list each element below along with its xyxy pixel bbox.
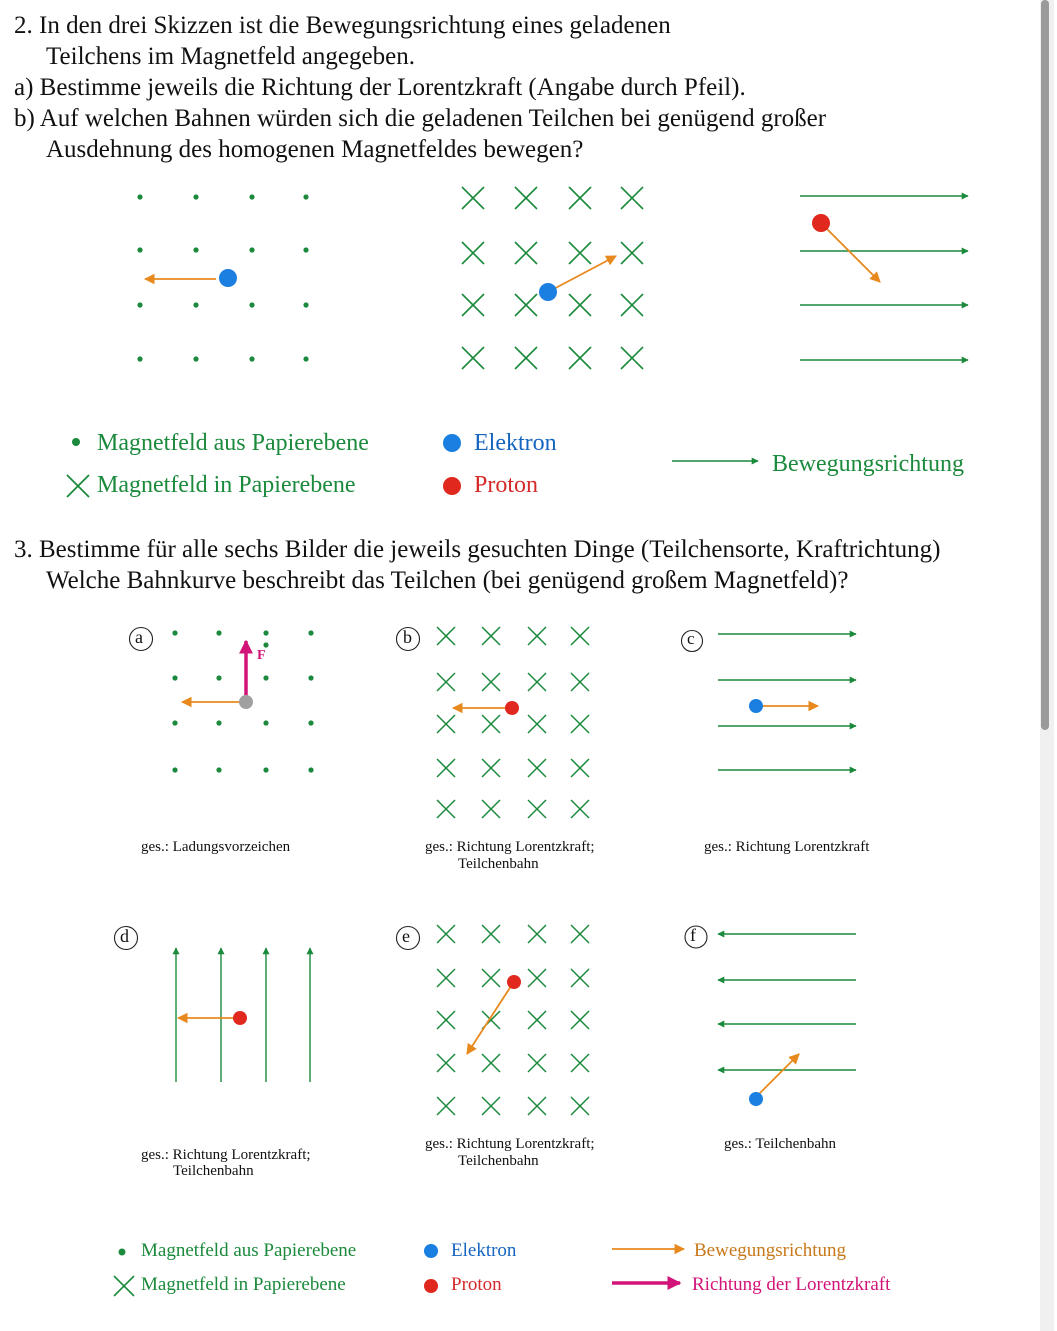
field-cross <box>437 925 455 943</box>
panel-label-b: b <box>403 627 412 647</box>
field-dot <box>193 247 198 252</box>
legend2-proton: Proton <box>451 1274 502 1295</box>
field-out-dots <box>72 194 314 1255</box>
ges-b-2: Teilchenbahn <box>458 856 539 872</box>
field-cross <box>528 800 546 818</box>
legend1-electron: Elektron <box>474 430 557 456</box>
field-cross <box>571 673 589 691</box>
field-dot <box>308 720 313 725</box>
panel-label-f: f <box>690 925 696 945</box>
field-cross <box>515 242 537 264</box>
field-dot <box>216 720 221 725</box>
scrollbar-thumb[interactable] <box>1041 0 1049 730</box>
task2-line-3: a) Bestimme jeweils die Richtung der Lorentzkraft (Angabe durch Pfeil). <box>14 74 746 101</box>
legend-electron <box>424 1244 438 1258</box>
field-cross <box>571 969 589 987</box>
proton <box>505 701 519 715</box>
motion-arrow <box>756 1054 799 1097</box>
ges-e-2: Teilchenbahn <box>458 1153 539 1169</box>
field-cross <box>528 627 546 645</box>
ges-e-1: ges.: Richtung Lorentzkraft; <box>425 1136 595 1152</box>
field-dot <box>137 194 142 199</box>
legend2-field-out: Magnetfeld aus Papierebene <box>141 1240 357 1261</box>
field-cross <box>528 1011 546 1029</box>
field-dot <box>172 675 177 680</box>
field-cross <box>621 347 643 369</box>
electron <box>539 283 557 301</box>
field-dot <box>216 767 221 772</box>
panel-label-c: c <box>687 629 695 648</box>
legend-dot <box>119 1249 126 1256</box>
field-dot <box>303 247 308 252</box>
field-cross <box>621 294 643 316</box>
field-cross <box>571 759 589 777</box>
ges-a: ges.: Ladungsvorzeichen <box>141 839 291 855</box>
field-dot <box>249 356 254 361</box>
field-cross <box>437 627 455 645</box>
panel-label-a: a <box>135 627 143 647</box>
legend2-electron: Elektron <box>451 1240 517 1261</box>
legend1-field-in: Magnetfeld in Papierebene <box>97 472 356 498</box>
field-cross <box>571 925 589 943</box>
legend2-motion: Bewegungsrichtung <box>694 1240 846 1261</box>
field-dot <box>308 767 313 772</box>
field-cross <box>482 673 500 691</box>
field-dot <box>249 194 254 199</box>
proton <box>812 214 830 232</box>
field-cross <box>437 1011 455 1029</box>
field-dot <box>193 194 198 199</box>
field-cross <box>528 1054 546 1072</box>
ges-c: ges.: Richtung Lorentzkraft <box>704 839 870 855</box>
field-dot <box>263 767 268 772</box>
legend-proton <box>424 1279 438 1293</box>
field-cross <box>621 242 643 264</box>
motion-arrow <box>467 983 513 1054</box>
force-label-F: F <box>257 648 266 663</box>
field-cross <box>437 673 455 691</box>
field-dot <box>137 356 142 361</box>
field-dot <box>172 720 177 725</box>
ges-b-1: ges.: Richtung Lorentzkraft; <box>425 839 595 855</box>
panel-label-e: e <box>402 926 410 946</box>
field-cross <box>571 715 589 733</box>
field-cross <box>462 347 484 369</box>
field-cross <box>571 1097 589 1115</box>
field-cross <box>462 187 484 209</box>
field-dot <box>308 630 313 635</box>
ges-d-2: Teilchenbahn <box>173 1163 254 1179</box>
panel-label-circles <box>115 628 708 950</box>
field-cross <box>528 715 546 733</box>
particles <box>219 214 830 1293</box>
field-cross <box>571 1054 589 1072</box>
field-dot <box>172 767 177 772</box>
field-dot <box>193 302 198 307</box>
field-dot <box>263 642 268 647</box>
field-cross <box>482 627 500 645</box>
proton <box>507 975 521 989</box>
field-cross <box>462 242 484 264</box>
field-lines <box>176 196 968 1082</box>
field-cross <box>515 347 537 369</box>
electron <box>219 269 237 287</box>
legend1-field-out: Magnetfeld aus Papierebene <box>97 430 369 456</box>
task2-line-1: 2. In den drei Skizzen ist die Bewegungsrichtung eines geladenen <box>14 12 671 39</box>
field-cross <box>437 800 455 818</box>
legend2-field-in: Magnetfeld in Papierebene <box>141 1274 346 1295</box>
field-cross <box>437 969 455 987</box>
field-cross <box>67 475 89 497</box>
electron <box>749 1092 763 1106</box>
field-cross <box>482 925 500 943</box>
field-in-crosses <box>67 187 643 1296</box>
field-cross <box>569 187 591 209</box>
field-dot <box>263 720 268 725</box>
field-dot <box>249 302 254 307</box>
electron <box>749 699 763 713</box>
field-cross <box>437 759 455 777</box>
field-cross <box>437 1097 455 1115</box>
legend-dot <box>72 438 80 446</box>
task3-line-2: Welche Bahnkurve beschreibt das Teilchen (bei genügend großem Magnetfeld)? <box>46 567 849 594</box>
particle-unknown <box>239 695 253 709</box>
field-cross <box>621 187 643 209</box>
motion-arrow <box>548 256 616 292</box>
field-cross <box>571 627 589 645</box>
field-cross <box>528 925 546 943</box>
field-dot <box>172 630 177 635</box>
legend-electron <box>443 434 461 452</box>
field-dot <box>193 356 198 361</box>
field-cross <box>462 294 484 316</box>
field-dot <box>303 356 308 361</box>
field-cross <box>528 673 546 691</box>
legend1-proton: Proton <box>474 472 539 498</box>
proton <box>233 1011 247 1025</box>
field-cross <box>482 1097 500 1115</box>
field-cross <box>528 759 546 777</box>
field-cross <box>569 242 591 264</box>
field-cross <box>482 969 500 987</box>
legend-proton <box>443 477 461 495</box>
field-cross <box>437 715 455 733</box>
field-dot <box>249 247 254 252</box>
field-cross <box>482 800 500 818</box>
field-cross <box>528 969 546 987</box>
task3-line-1: 3. Bestimme für alle sechs Bilder die jeweils gesuchten Dinge (Teilchensorte, Kraftrichtung) <box>14 536 941 563</box>
field-cross <box>569 294 591 316</box>
field-cross <box>569 347 591 369</box>
field-dot <box>137 247 142 252</box>
task2-line-2: Teilchens im Magnetfeld angegeben. <box>46 43 415 70</box>
field-dot <box>216 675 221 680</box>
field-dot <box>303 194 308 199</box>
field-dot <box>303 302 308 307</box>
field-cross <box>528 1097 546 1115</box>
ges-d-1: ges.: Richtung Lorentzkraft; <box>141 1147 311 1163</box>
task2-line-4: b) Auf welchen Bahnen würden sich die geladenen Teilchen bei genügend großer <box>14 105 827 132</box>
field-cross <box>515 187 537 209</box>
field-dot <box>263 630 268 635</box>
legend1-motion: Bewegungsrichtung <box>772 451 964 477</box>
field-cross <box>515 294 537 316</box>
motion-arrow <box>821 223 880 282</box>
field-cross <box>571 1011 589 1029</box>
field-cross <box>114 1276 134 1296</box>
field-cross <box>437 1054 455 1072</box>
task2-line-5: Ausdehnung des homogenen Magnetfeldes bewegen? <box>46 136 584 163</box>
ges-f: ges.: Teilchenbahn <box>724 1136 836 1152</box>
legend2-force: Richtung der Lorentzkraft <box>692 1274 891 1295</box>
field-cross <box>571 800 589 818</box>
field-dot <box>263 675 268 680</box>
vectors <box>145 223 880 1283</box>
field-cross <box>482 1054 500 1072</box>
panel-circle <box>685 926 707 948</box>
field-cross <box>482 759 500 777</box>
field-dot <box>216 630 221 635</box>
field-cross <box>482 715 500 733</box>
panel-label-d: d <box>120 926 129 946</box>
field-dot <box>308 675 313 680</box>
field-dot <box>137 302 142 307</box>
